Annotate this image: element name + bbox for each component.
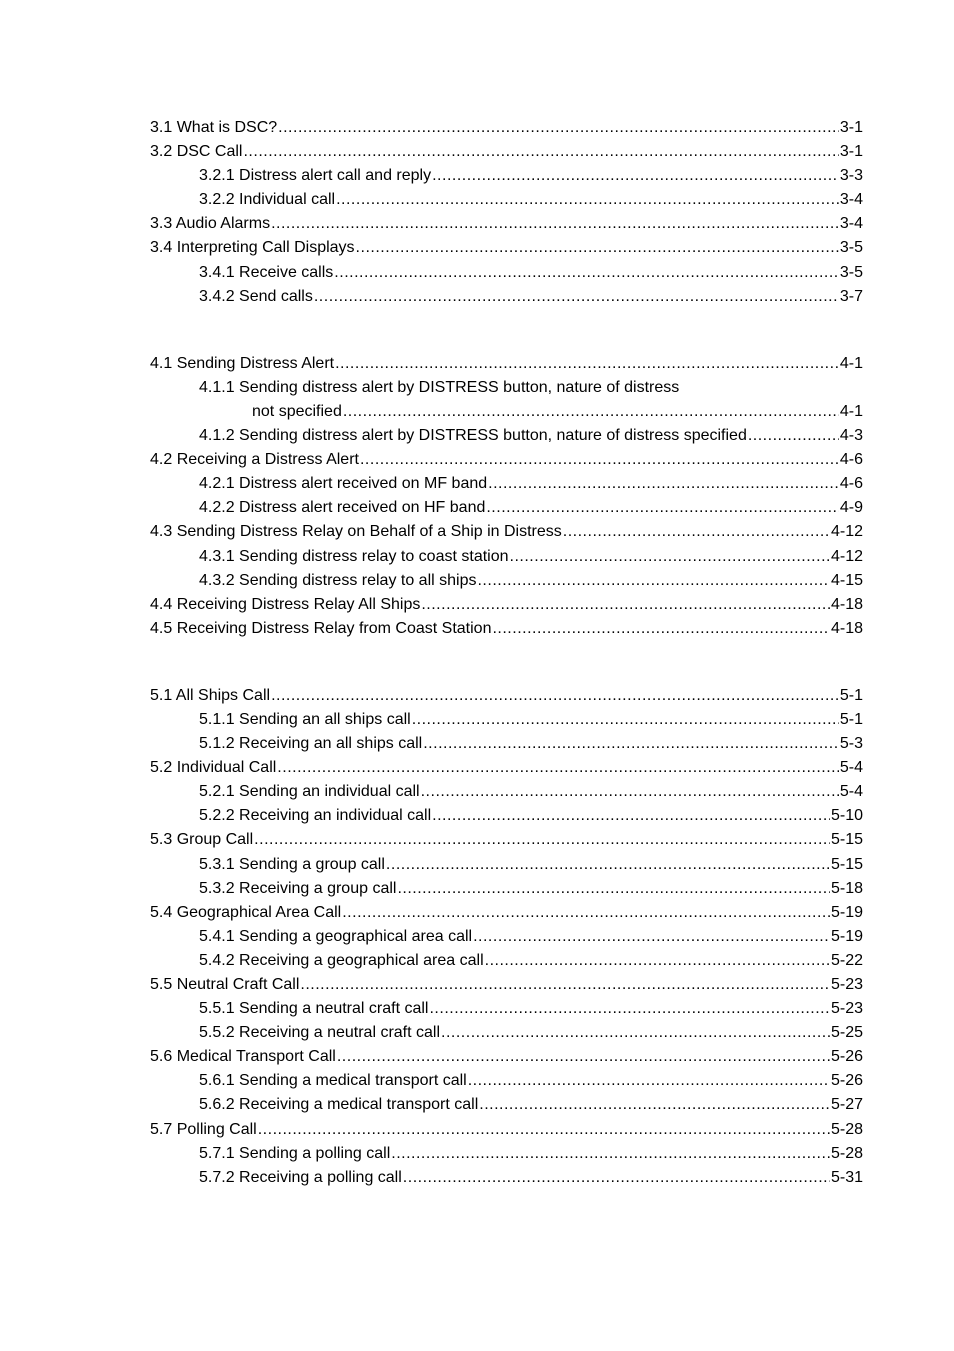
toc-page-number: 5-4 <box>839 780 863 804</box>
toc-page-number: 4-3 <box>839 424 863 448</box>
toc-dot-leader <box>356 236 839 260</box>
toc-dot-leader <box>360 448 839 472</box>
toc-entry[interactable] <box>150 684 863 708</box>
toc-entry[interactable] <box>150 901 863 925</box>
toc-entry[interactable] <box>150 236 863 260</box>
toc-entry-title: 4.3.2 Sending distress relay to all ships <box>199 569 477 593</box>
toc-dot-leader <box>473 925 830 949</box>
toc-entry[interactable] <box>150 780 863 804</box>
toc-entry-title: 5.3.2 Receiving a group call <box>199 877 397 901</box>
toc-page-number: 5-23 <box>830 973 863 997</box>
toc-entry-title: 4.2.1 Distress alert received on MF band <box>199 472 488 496</box>
toc-dot-leader <box>337 1045 830 1069</box>
toc-entry-title: 3.4.1 Receive calls <box>199 261 334 285</box>
toc-entry-title: 3.3 Audio Alarms <box>150 212 271 236</box>
toc-entry[interactable] <box>150 732 863 756</box>
toc-entry[interactable] <box>150 285 863 309</box>
toc-dot-leader <box>300 973 830 997</box>
toc-entry[interactable] <box>150 400 863 424</box>
toc-page-number: 4-15 <box>830 569 863 593</box>
toc-entry[interactable] <box>150 708 863 732</box>
toc-section <box>150 352 863 641</box>
toc-section <box>150 116 863 309</box>
toc-page-number: 4-18 <box>830 617 863 641</box>
toc-dot-leader <box>277 756 839 780</box>
toc-entry-title: 5.4.2 Receiving a geographical area call <box>199 949 485 973</box>
toc-page-number: 5-1 <box>839 708 863 732</box>
toc-dot-leader <box>485 949 830 973</box>
toc-entry[interactable] <box>150 1093 863 1117</box>
toc-page-number: 5-10 <box>830 804 863 828</box>
toc-page-number: 4-6 <box>839 448 863 472</box>
toc-page-number: 4-12 <box>830 520 863 544</box>
toc-entry[interactable] <box>150 569 863 593</box>
toc-entry-title: 5.1.1 Sending an all ships call <box>199 708 412 732</box>
toc-page-number: 5-19 <box>830 925 863 949</box>
toc-dot-leader <box>563 520 830 544</box>
toc-page-number: 5-15 <box>830 828 863 852</box>
toc-dot-leader <box>429 997 829 1021</box>
toc-page-number: 3-3 <box>839 164 863 188</box>
toc-dot-leader <box>421 780 839 804</box>
toc-entry[interactable] <box>150 1021 863 1045</box>
toc-entry-title: 3.4.2 Send calls <box>199 285 314 309</box>
toc-page-number: 5-1 <box>839 684 863 708</box>
toc-dot-leader <box>271 684 839 708</box>
toc-entry[interactable] <box>150 424 863 448</box>
toc-page-number: 4-12 <box>830 545 863 569</box>
toc-entry-title: 5.2.1 Sending an individual call <box>199 780 421 804</box>
toc-page-number: 3-4 <box>839 212 863 236</box>
toc-entry-title: 4.4 Receiving Distress Relay All Ships <box>150 593 421 617</box>
toc-page-number: 3-4 <box>839 188 863 212</box>
toc-entry-title: 5.3 Group Call <box>150 828 254 852</box>
toc-entry-title: 5.6 Medical Transport Call <box>150 1045 337 1069</box>
toc-entry-title: 4.3.1 Sending distress relay to coast station <box>199 545 510 569</box>
toc-page-number: 4-18 <box>830 593 863 617</box>
toc-entry-title: 5.1.2 Receiving an all ships call <box>199 732 423 756</box>
toc-page-number: 5-26 <box>830 1069 863 1093</box>
toc-dot-leader <box>468 1069 830 1093</box>
toc-page-number: 3-5 <box>839 261 863 285</box>
toc-page-number: 5-27 <box>830 1093 863 1117</box>
toc-entry-title: 5.4 Geographical Area Call <box>150 901 342 925</box>
toc-dot-leader <box>486 496 839 520</box>
toc-page-number: 5-26 <box>830 1045 863 1069</box>
toc-entry[interactable] <box>150 1142 863 1166</box>
toc-entry[interactable] <box>150 472 863 496</box>
toc-dot-leader <box>386 853 830 877</box>
toc-dot-leader <box>334 261 839 285</box>
toc-dot-leader <box>441 1021 830 1045</box>
toc-entry[interactable] <box>150 617 863 641</box>
toc-dot-leader <box>510 545 830 569</box>
toc-entry-title: 3.2 DSC Call <box>150 140 243 164</box>
toc-dot-leader <box>254 828 830 852</box>
toc-entry[interactable] <box>150 496 863 520</box>
toc-entry-title: 3.2.1 Distress alert call and reply <box>199 164 432 188</box>
toc-entry-title: 5.2 Individual Call <box>150 756 277 780</box>
toc-entry-title: 5.2.2 Receiving an individual call <box>199 804 432 828</box>
toc-page-number: 5-23 <box>830 997 863 1021</box>
toc-page-number: 4-1 <box>839 400 863 424</box>
toc-entry[interactable] <box>150 164 863 188</box>
toc-page-number: 5-4 <box>839 756 863 780</box>
toc-page-number: 5-31 <box>830 1166 863 1190</box>
toc-page-number: 4-1 <box>839 352 863 376</box>
toc-entry[interactable] <box>150 212 863 236</box>
toc-entry[interactable] <box>150 1166 863 1190</box>
toc-entry-title: 5.5.2 Receiving a neutral craft call <box>199 1021 441 1045</box>
toc-entry-title: 4.5 Receiving Distress Relay from Coast Station <box>150 617 492 641</box>
toc-dot-leader <box>335 352 839 376</box>
toc-entry-title: 3.1 What is DSC? <box>150 116 278 140</box>
toc-entry-title: 4.1 Sending Distress Alert <box>150 352 335 376</box>
toc-entry[interactable] <box>150 1045 863 1069</box>
toc-page-number: 3-7 <box>839 285 863 309</box>
toc-entry-title: 5.3.1 Sending a group call <box>199 853 386 877</box>
toc-dot-leader <box>748 424 839 448</box>
toc-entry[interactable] <box>150 828 863 852</box>
toc-entry[interactable] <box>150 448 863 472</box>
toc-section <box>150 684 863 1190</box>
toc-entry-title: 4.1.1 Sending distress alert by DISTRESS button, nature of distress <box>199 376 680 400</box>
toc-dot-leader <box>479 1093 830 1117</box>
toc-entry[interactable] <box>150 925 863 949</box>
table-of-contents <box>150 116 863 1190</box>
toc-entry[interactable] <box>150 376 863 400</box>
toc-dot-leader <box>421 593 830 617</box>
toc-dot-leader <box>477 569 829 593</box>
toc-dot-leader <box>412 708 839 732</box>
toc-page-number: 5-15 <box>830 853 863 877</box>
toc-entry-title: 5.5 Neutral Craft Call <box>150 973 300 997</box>
toc-entry[interactable] <box>150 520 863 544</box>
toc-page-number: 3-5 <box>839 236 863 260</box>
toc-page-number: 3-1 <box>839 140 863 164</box>
toc-entry[interactable] <box>150 188 863 212</box>
toc-entry[interactable] <box>150 140 863 164</box>
toc-page-number: 5-25 <box>830 1021 863 1045</box>
toc-entry[interactable] <box>150 853 863 877</box>
toc-dot-leader <box>423 732 839 756</box>
toc-dot-leader <box>488 472 839 496</box>
toc-entry-title: 4.1.2 Sending distress alert by DISTRESS button, nature of distress specified <box>199 424 748 448</box>
toc-entry[interactable] <box>150 756 863 780</box>
toc-dot-leader <box>336 188 839 212</box>
toc-page-number: 3-1 <box>839 116 863 140</box>
toc-entry-title: 5.7.2 Receiving a polling call <box>199 1166 403 1190</box>
toc-dot-leader <box>492 617 830 641</box>
toc-entry-title: 3.2.2 Individual call <box>199 188 336 212</box>
toc-dot-leader <box>432 804 830 828</box>
toc-entry-title: not specified <box>252 400 343 424</box>
toc-dot-leader <box>343 400 839 424</box>
toc-dot-leader <box>391 1142 830 1166</box>
toc-dot-leader <box>397 877 830 901</box>
toc-entry[interactable] <box>150 116 863 140</box>
toc-entry[interactable] <box>150 997 863 1021</box>
toc-entry[interactable] <box>150 804 863 828</box>
toc-dot-leader <box>314 285 839 309</box>
toc-dot-leader <box>271 212 839 236</box>
toc-entry-title: 4.2.2 Distress alert received on HF band <box>199 496 486 520</box>
toc-entry-title: 5.1 All Ships Call <box>150 684 271 708</box>
toc-page-number: 4-9 <box>839 496 863 520</box>
toc-page-number: 5-3 <box>839 732 863 756</box>
toc-dot-leader <box>432 164 839 188</box>
toc-entry-title: 5.5.1 Sending a neutral craft call <box>199 997 429 1021</box>
toc-dot-leader <box>403 1166 830 1190</box>
toc-page-number: 5-22 <box>830 949 863 973</box>
toc-entry[interactable] <box>150 1069 863 1093</box>
toc-page-number: 5-28 <box>830 1118 863 1142</box>
toc-entry[interactable] <box>150 593 863 617</box>
toc-entry-title: 5.6.2 Receiving a medical transport call <box>199 1093 479 1117</box>
toc-entry[interactable] <box>150 877 863 901</box>
toc-page-number: 5-28 <box>830 1142 863 1166</box>
toc-entry-title: 5.4.1 Sending a geographical area call <box>199 925 473 949</box>
toc-entry[interactable] <box>150 261 863 285</box>
toc-dot-leader <box>342 901 830 925</box>
toc-page-number: 4-6 <box>839 472 863 496</box>
toc-entry-title: 5.6.1 Sending a medical transport call <box>199 1069 468 1093</box>
toc-entry[interactable] <box>150 973 863 997</box>
toc-entry-title: 5.7.1 Sending a polling call <box>199 1142 391 1166</box>
toc-entry-title: 4.3 Sending Distress Relay on Behalf of a Ship in Distress <box>150 520 563 544</box>
toc-entry-title: 4.2 Receiving a Distress Alert <box>150 448 360 472</box>
toc-entry-title: 3.4 Interpreting Call Displays <box>150 236 356 260</box>
toc-entry[interactable] <box>150 949 863 973</box>
toc-dot-leader <box>243 140 838 164</box>
toc-dot-leader <box>258 1118 830 1142</box>
toc-entry[interactable] <box>150 545 863 569</box>
toc-entry[interactable] <box>150 1118 863 1142</box>
toc-page-number: 5-19 <box>830 901 863 925</box>
toc-entry-title: 5.7 Polling Call <box>150 1118 258 1142</box>
toc-page-number: 5-18 <box>830 877 863 901</box>
toc-dot-leader <box>278 116 839 140</box>
toc-entry[interactable] <box>150 352 863 376</box>
